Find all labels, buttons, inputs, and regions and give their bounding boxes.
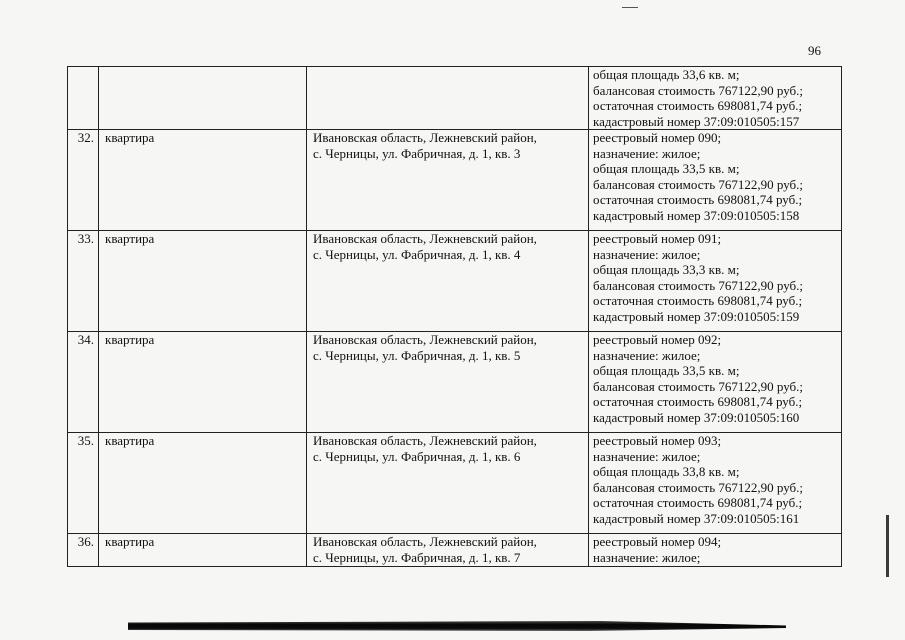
address-line: Ивановская область, Лежневский район, (313, 433, 537, 448)
object-type-cell: квартира (99, 332, 307, 433)
characteristics-cell (589, 433, 842, 534)
characteristic-line: кадастровый номер 37:09:010505:160 (593, 409, 800, 425)
characteristics-cell (589, 67, 842, 130)
characteristic-line: общая площадь 33,3 кв. м; (593, 262, 740, 277)
characteristic-line: общая площадь 33,5 кв. м; (593, 363, 740, 378)
address-line: Ивановская область, Лежневский район, (313, 130, 537, 145)
property-table (67, 66, 842, 567)
characteristic-line: реестровый номер 094; (593, 534, 722, 549)
address-line: с. Черницы, ул. Фабричная, д. 1, кв. 6 (313, 448, 521, 464)
characteristics-cell (589, 231, 842, 332)
characteristic-line: назначение: жилое; (593, 549, 701, 565)
address-cell (307, 433, 589, 534)
table-row (68, 231, 842, 332)
table-row (68, 332, 842, 433)
address-line: с. Черницы, ул. Фабричная, д. 1, кв. 7 (313, 549, 521, 565)
scan-mark-top (622, 7, 638, 8)
characteristic-line: кадастровый номер 37:09:010505:159 (593, 308, 800, 324)
characteristic-line: реестровый номер 092; (593, 332, 722, 347)
page-number: 96 (808, 43, 821, 58)
address-line: Ивановская область, Лежневский район, (313, 534, 537, 549)
address-cell (307, 130, 589, 231)
address-line: с. Черницы, ул. Фабричная, д. 1, кв. 3 (313, 145, 521, 161)
characteristic-line: кадастровый номер 37:09:010505:158 (593, 207, 800, 223)
object-type-cell: квартира (99, 433, 307, 534)
object-type-cell: квартира (99, 130, 307, 231)
address-line: Ивановская область, Лежневский район, (313, 231, 537, 246)
characteristic-line: балансовая стоимость 767122,90 руб.; (593, 176, 803, 192)
characteristic-line: остаточная стоимость 698081,74 руб.; (593, 98, 803, 113)
table-row (68, 433, 842, 534)
characteristic-line: кадастровый номер 37:09:010505:157 (593, 113, 800, 129)
table-row (68, 130, 842, 231)
characteristic-line: общая площадь 33,8 кв. м; (593, 464, 740, 479)
characteristic-line: балансовая стоимость 767122,90 руб.; (593, 378, 803, 394)
address-line: с. Черницы, ул. Фабричная, д. 1, кв. 5 (313, 347, 521, 363)
address-cell (307, 534, 589, 567)
characteristic-line: балансовая стоимость 767122,90 руб.; (593, 479, 803, 495)
row-number-cell: 36. (68, 534, 99, 567)
row-number-cell (68, 67, 99, 130)
characteristic-line: реестровый номер 090; (593, 130, 722, 145)
address-cell (307, 67, 589, 130)
characteristics-cell (589, 332, 842, 433)
object-type-cell (99, 67, 307, 130)
characteristic-line: назначение: жилое; (593, 448, 701, 464)
characteristic-line: назначение: жилое; (593, 145, 701, 161)
scan-mark-right (886, 515, 889, 577)
characteristic-line: кадастровый номер 37:09:010505:161 (593, 510, 800, 526)
characteristic-line: назначение: жилое; (593, 347, 701, 363)
characteristic-line: остаточная стоимость 698081,74 руб.; (593, 394, 803, 409)
object-type-cell: квартира (99, 231, 307, 332)
scan-edge-bar (128, 621, 786, 631)
characteristic-line: реестровый номер 093; (593, 433, 722, 448)
characteristic-line: общая площадь 33,5 кв. м; (593, 161, 740, 176)
row-number-cell: 34. (68, 332, 99, 433)
characteristic-line: общая площадь 33,6 кв. м; (593, 67, 740, 82)
row-number-cell: 35. (68, 433, 99, 534)
table-row (68, 67, 842, 130)
characteristic-line: остаточная стоимость 698081,74 руб.; (593, 495, 803, 510)
table-row (68, 534, 842, 567)
address-line: с. Черницы, ул. Фабричная, д. 1, кв. 4 (313, 246, 521, 262)
row-number-cell: 32. (68, 130, 99, 231)
address-cell (307, 332, 589, 433)
characteristic-line: балансовая стоимость 767122,90 руб.; (593, 277, 803, 293)
row-number-cell: 33. (68, 231, 99, 332)
characteristic-line: балансовая стоимость 767122,90 руб.; (593, 82, 803, 98)
characteristics-cell (589, 130, 842, 231)
characteristics-cell (589, 534, 842, 567)
characteristic-line: реестровый номер 091; (593, 231, 722, 246)
address-cell (307, 231, 589, 332)
characteristic-line: остаточная стоимость 698081,74 руб.; (593, 192, 803, 207)
characteristic-line: остаточная стоимость 698081,74 руб.; (593, 293, 803, 308)
object-type-cell: квартира (99, 534, 307, 567)
characteristic-line: назначение: жилое; (593, 246, 701, 262)
address-line: Ивановская область, Лежневский район, (313, 332, 537, 347)
